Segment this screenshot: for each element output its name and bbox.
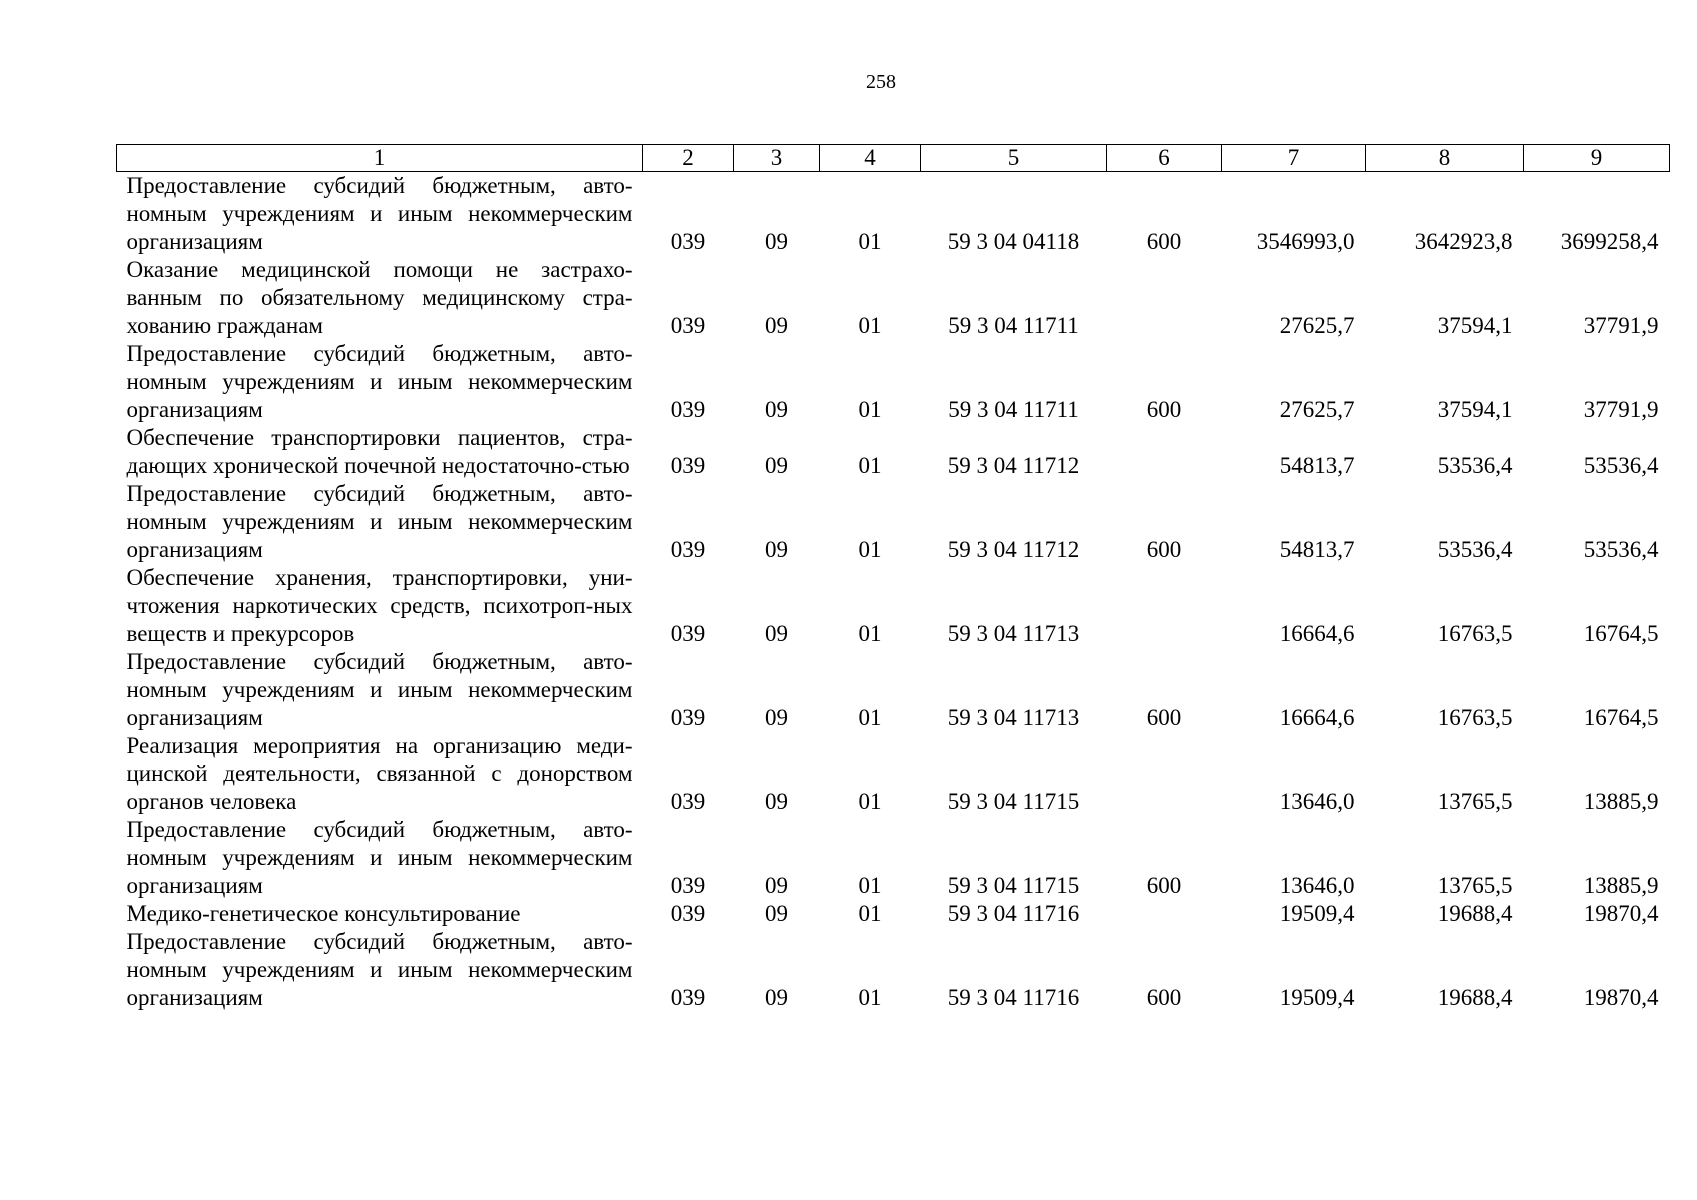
column-header: 5 (921, 145, 1107, 172)
cell-col8: 3642923,8 (1414, 229, 1513, 254)
cell-col6: 600 (1146, 985, 1182, 1010)
cell-col8: 19688,4 (1437, 985, 1513, 1010)
cell-col3: 09 (765, 705, 788, 730)
row-description: Предоставление субсидий бюджетным, авто-номным учреждениям и иным некоммерческим организациям (126, 173, 633, 254)
cell-col6 (1107, 900, 1222, 928)
cell-col9: 13885,9 (1583, 789, 1659, 814)
row-description: Предоставление субсидий бюджетным, авто-номным учреждениям и иным некоммерческим организациям (126, 649, 633, 730)
column-header: 8 (1366, 145, 1524, 172)
row-description: Предоставление субсидий бюджетным, авто-номным учреждениям и иным некоммерческим организациям (126, 929, 633, 1010)
cell-col4: 01 (858, 789, 882, 814)
cell-col3: 09 (765, 985, 788, 1010)
column-header: 7 (1222, 145, 1366, 172)
cell-col5: 59 3 04 11716 (947, 901, 1080, 926)
cell-col6: 600 (1146, 873, 1182, 898)
column-header: 3 (734, 145, 820, 172)
cell-col3: 09 (765, 537, 788, 562)
cell-col3: 09 (765, 453, 788, 478)
cell-col2: 039 (670, 621, 706, 646)
cell-col7: 27625,7 (1279, 313, 1355, 338)
cell-col5: 59 3 04 11711 (948, 313, 1079, 338)
cell-col2: 039 (670, 985, 706, 1010)
column-header: 1 (117, 145, 643, 172)
cell-col8: 13765,5 (1437, 789, 1513, 814)
cell-col7: 19509,4 (1279, 901, 1355, 926)
cell-col2: 039 (670, 313, 706, 338)
cell-col3: 09 (765, 873, 788, 898)
cell-col7: 13646,0 (1279, 789, 1355, 814)
table-row (117, 732, 1670, 816)
cell-col5: 59 3 04 11715 (947, 789, 1080, 814)
cell-col4: 01 (858, 873, 882, 898)
cell-col4: 01 (858, 313, 882, 338)
cell-col7: 16664,6 (1279, 705, 1355, 730)
cell-col7: 13646,0 (1279, 873, 1355, 898)
table-row (117, 816, 1670, 900)
cell-col6: 600 (1146, 537, 1182, 562)
cell-col7: 27625,7 (1279, 397, 1355, 422)
cell-col2: 039 (670, 789, 706, 814)
column-number-row (117, 145, 1670, 172)
cell-col9: 16764,5 (1583, 705, 1659, 730)
cell-col2: 039 (670, 705, 706, 730)
cell-col9: 3699258,4 (1560, 229, 1659, 254)
cell-col2: 039 (670, 229, 706, 254)
table-row (117, 424, 1670, 480)
cell-col8: 13765,5 (1437, 873, 1513, 898)
cell-col9: 37791,9 (1583, 397, 1659, 422)
page-number: 258 (866, 71, 896, 93)
table-row (117, 648, 1670, 732)
cell-col9: 53536,4 (1583, 453, 1659, 478)
cell-col9: 13885,9 (1583, 873, 1659, 898)
cell-col3: 09 (765, 621, 788, 646)
row-description: Обеспечение транспортировки пациентов, стра-дающих хронической почечной недостаточно-стью (126, 425, 633, 478)
cell-col3: 09 (765, 789, 788, 814)
column-header: 9 (1524, 145, 1670, 172)
cell-col8: 37594,1 (1437, 397, 1513, 422)
cell-col9: 53536,4 (1583, 537, 1659, 562)
table-body (117, 172, 1670, 1013)
cell-col6: 600 (1146, 397, 1182, 422)
cell-col8: 16763,5 (1437, 705, 1513, 730)
cell-col5: 59 3 04 11712 (947, 453, 1080, 478)
cell-col5: 59 3 04 11711 (948, 397, 1079, 422)
column-header: 6 (1107, 145, 1222, 172)
cell-col6 (1107, 424, 1222, 480)
cell-col2: 039 (670, 873, 706, 898)
cell-col3: 09 (765, 229, 788, 254)
table-row (117, 564, 1670, 648)
cell-col4: 01 (858, 397, 882, 422)
budget-table (116, 144, 1670, 1012)
table-row (117, 172, 1670, 257)
column-header: 4 (820, 145, 921, 172)
cell-col5: 59 3 04 11713 (947, 705, 1080, 730)
cell-col8: 16763,5 (1437, 621, 1513, 646)
cell-col4: 01 (858, 985, 882, 1010)
cell-col7: 19509,4 (1279, 985, 1355, 1010)
cell-col4: 01 (858, 453, 882, 478)
cell-col7: 3546993,0 (1256, 229, 1355, 254)
cell-col5: 59 3 04 11712 (947, 537, 1080, 562)
table-row (117, 340, 1670, 424)
cell-col9: 19870,4 (1583, 985, 1659, 1010)
cell-col5: 59 3 04 11715 (947, 873, 1080, 898)
cell-col7: 54813,7 (1279, 453, 1355, 478)
cell-col4: 01 (858, 537, 882, 562)
cell-col2: 039 (670, 453, 706, 478)
cell-col3: 09 (765, 313, 788, 338)
cell-col9: 16764,5 (1583, 621, 1659, 646)
row-description: Реализация мероприятия на организацию меди-цинской деятельности, связанной с донорством органов человека (126, 733, 633, 814)
cell-col4: 01 (858, 229, 882, 254)
column-header: 2 (643, 145, 734, 172)
table-row (117, 900, 1670, 928)
cell-col5: 59 3 04 11716 (947, 985, 1080, 1010)
cell-col3: 09 (765, 901, 788, 926)
cell-col9: 37791,9 (1583, 313, 1659, 338)
cell-col2: 039 (670, 537, 706, 562)
cell-col5: 59 3 04 11713 (947, 621, 1080, 646)
cell-col4: 01 (858, 901, 882, 926)
table-row (117, 928, 1670, 1012)
cell-col8: 37594,1 (1437, 313, 1513, 338)
cell-col8: 19688,4 (1437, 901, 1513, 926)
cell-col7: 16664,6 (1279, 621, 1355, 646)
row-description: Предоставление субсидий бюджетным, авто-номным учреждениям и иным некоммерческим организациям (126, 817, 633, 898)
cell-col2: 039 (670, 901, 706, 926)
cell-col6: 600 (1146, 229, 1182, 254)
row-description: Предоставление субсидий бюджетным, авто-номным учреждениям и иным некоммерческим организациям (126, 481, 633, 562)
row-description: Оказание медицинской помощи не застрахо-ванным по обязательному медицинскому стра-хованию гражданам (126, 257, 633, 338)
cell-col2: 039 (670, 397, 706, 422)
table-row (117, 256, 1670, 340)
cell-col3: 09 (765, 397, 788, 422)
row-description: Предоставление субсидий бюджетным, авто-номным учреждениям и иным некоммерческим организациям (126, 341, 633, 422)
cell-col4: 01 (858, 705, 882, 730)
cell-col8: 53536,4 (1437, 537, 1513, 562)
cell-col8: 53536,4 (1437, 453, 1513, 478)
table-row (117, 480, 1670, 564)
row-description: Обеспечение хранения, транспортировки, уни-чтожения наркотических средств, психотроп-ных веществ и прекурсоров (126, 565, 633, 646)
cell-col5: 59 3 04 04118 (947, 229, 1080, 254)
cell-col6 (1107, 732, 1222, 816)
row-description: Медико-генетическое консультирование (126, 901, 521, 926)
cell-col9: 19870,4 (1583, 901, 1659, 926)
cell-col7: 54813,7 (1279, 537, 1355, 562)
cell-col6 (1107, 564, 1222, 648)
cell-col6 (1107, 256, 1222, 340)
cell-col4: 01 (858, 621, 882, 646)
cell-col6: 600 (1146, 705, 1182, 730)
